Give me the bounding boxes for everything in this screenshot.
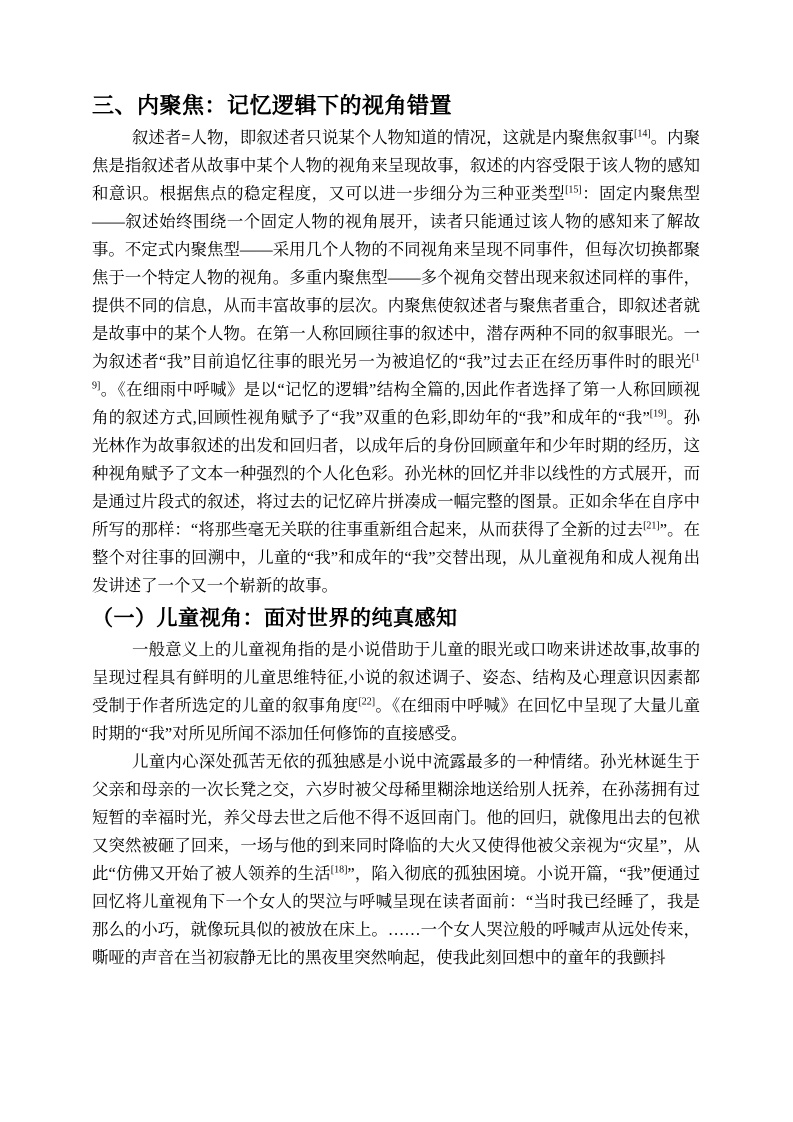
- citation-ref: [19]: [649, 408, 667, 420]
- citation-ref: [21]: [643, 520, 660, 532]
- paragraph-loneliness-opening: 儿童内心深处孤苦无依的孤独感是小说中流露最多的一种情绪。孙光林诞生于父亲和母亲的一次长凳之交，六岁时被父母稀里糊涂地送给别人抚养，在孙荡拥有过短暂的幸福时光，养父母去世之后他不得不返回南门。他的回归，就像甩出去的包袱又突然被砸了回来，一场与他的到来同时降临的大火又使得他被父亲视为“灾星”，从此“仿佛又开始了被人领养的生活[18]”，陷入彻底的孤独困境。小说开篇，“我”便通过回忆将儿童视角下一个女人的哭泣与呼喊呈现在读者面前：“当时我已经睡了，我是那么的小巧，就像玩具似的被放在床上。……一个女人哭泣般的呼喊声从远处传来，嘶哑的声音在当初寂静无比的黑夜里突然响起，使我此刻回想中的童年的我颤抖: [92, 752, 700, 967]
- citation-ref: [18]: [330, 864, 348, 876]
- paragraph-internal-focalization: 叙述者=人物，即叙述者只说某个人物知道的情况，这就是内聚焦叙事[14]。内聚焦是指叙述者从故事中某个人物的视角来呈现故事，叙述的内容受限于该人物的感知和意识。根据焦点的稳定程度，又可以进一步细分为三种亚类型[15]：固定内聚焦型——叙述始终围绕一个固定人物的视角展开，读者只能通过该人物的感知来了解故事。不定式内聚焦型——采用几个人物的不同视角来呈现不同事件，但每次切换都聚焦于一个特定人物的视角。多重内聚焦型——多个视角交替出现来叙述同样的事件，提供不同的信息，从而丰富故事的层次。内聚焦使叙述者与聚焦者重合，即叙述者就是故事中的某个人物。在第一人称回顾往事的叙述中，潜存两种不同的叙事眼光。一为叙述者“我”目前追忆往事的眼光另一为被追忆的“我”过去正在经历事件时的眼光[19]。《在细雨中呼喊》是以“记忆的逻辑”结构全篇的,因此作者选择了第一人称回顾视角的叙述方式,回顾性视角赋予了“我”双重的色彩,即幼年的“我”和成年的“我”[19]。孙光林作为故事叙述的出发和回归者，以成年后的身份回顾童年和少年时期的经历，这种视角赋予了文本一种强烈的个人化色彩。孙光林的回忆并非以线性的方式展开，而是通过片段式的叙述，将过去的记忆碎片拼凑成一幅完整的图景。正如余华在自序中所写的那样：“将那些毫无关联的往事重新组合起来，从而获得了全新的过去[21]”。在整个对往事的回溯中，儿童的“我”和成年的“我”交替出现，从儿童视角和成人视角出发讲述了一个又一个崭新的故事。: [92, 128, 701, 595]
- section-heading: 三、内聚焦：记忆逻辑下的视角错置: [92, 93, 453, 118]
- citation-ref: [14]: [634, 128, 651, 140]
- citation-ref: [15]: [565, 184, 582, 196]
- citation-ref: [19]: [92, 352, 700, 392]
- paragraph-child-perspective-definition: 一般意义上的儿童视角指的是小说借助于儿童的眼光或口吻来讲述故事,故事的呈现过程具有鲜明的儿童思维特征,小说的叙述调子、姿态、结构及心理意识因素都受制于作者所选定的儿童的叙事角度[22]。《在细雨中呼喊》在回忆中呈现了大量儿童时期的“我”对所见所闻不添加任何修饰的直接感受。: [92, 640, 700, 743]
- citation-ref: [22]: [358, 696, 376, 708]
- subsection-heading: （一）儿童视角：面对世界的纯真感知: [92, 607, 458, 630]
